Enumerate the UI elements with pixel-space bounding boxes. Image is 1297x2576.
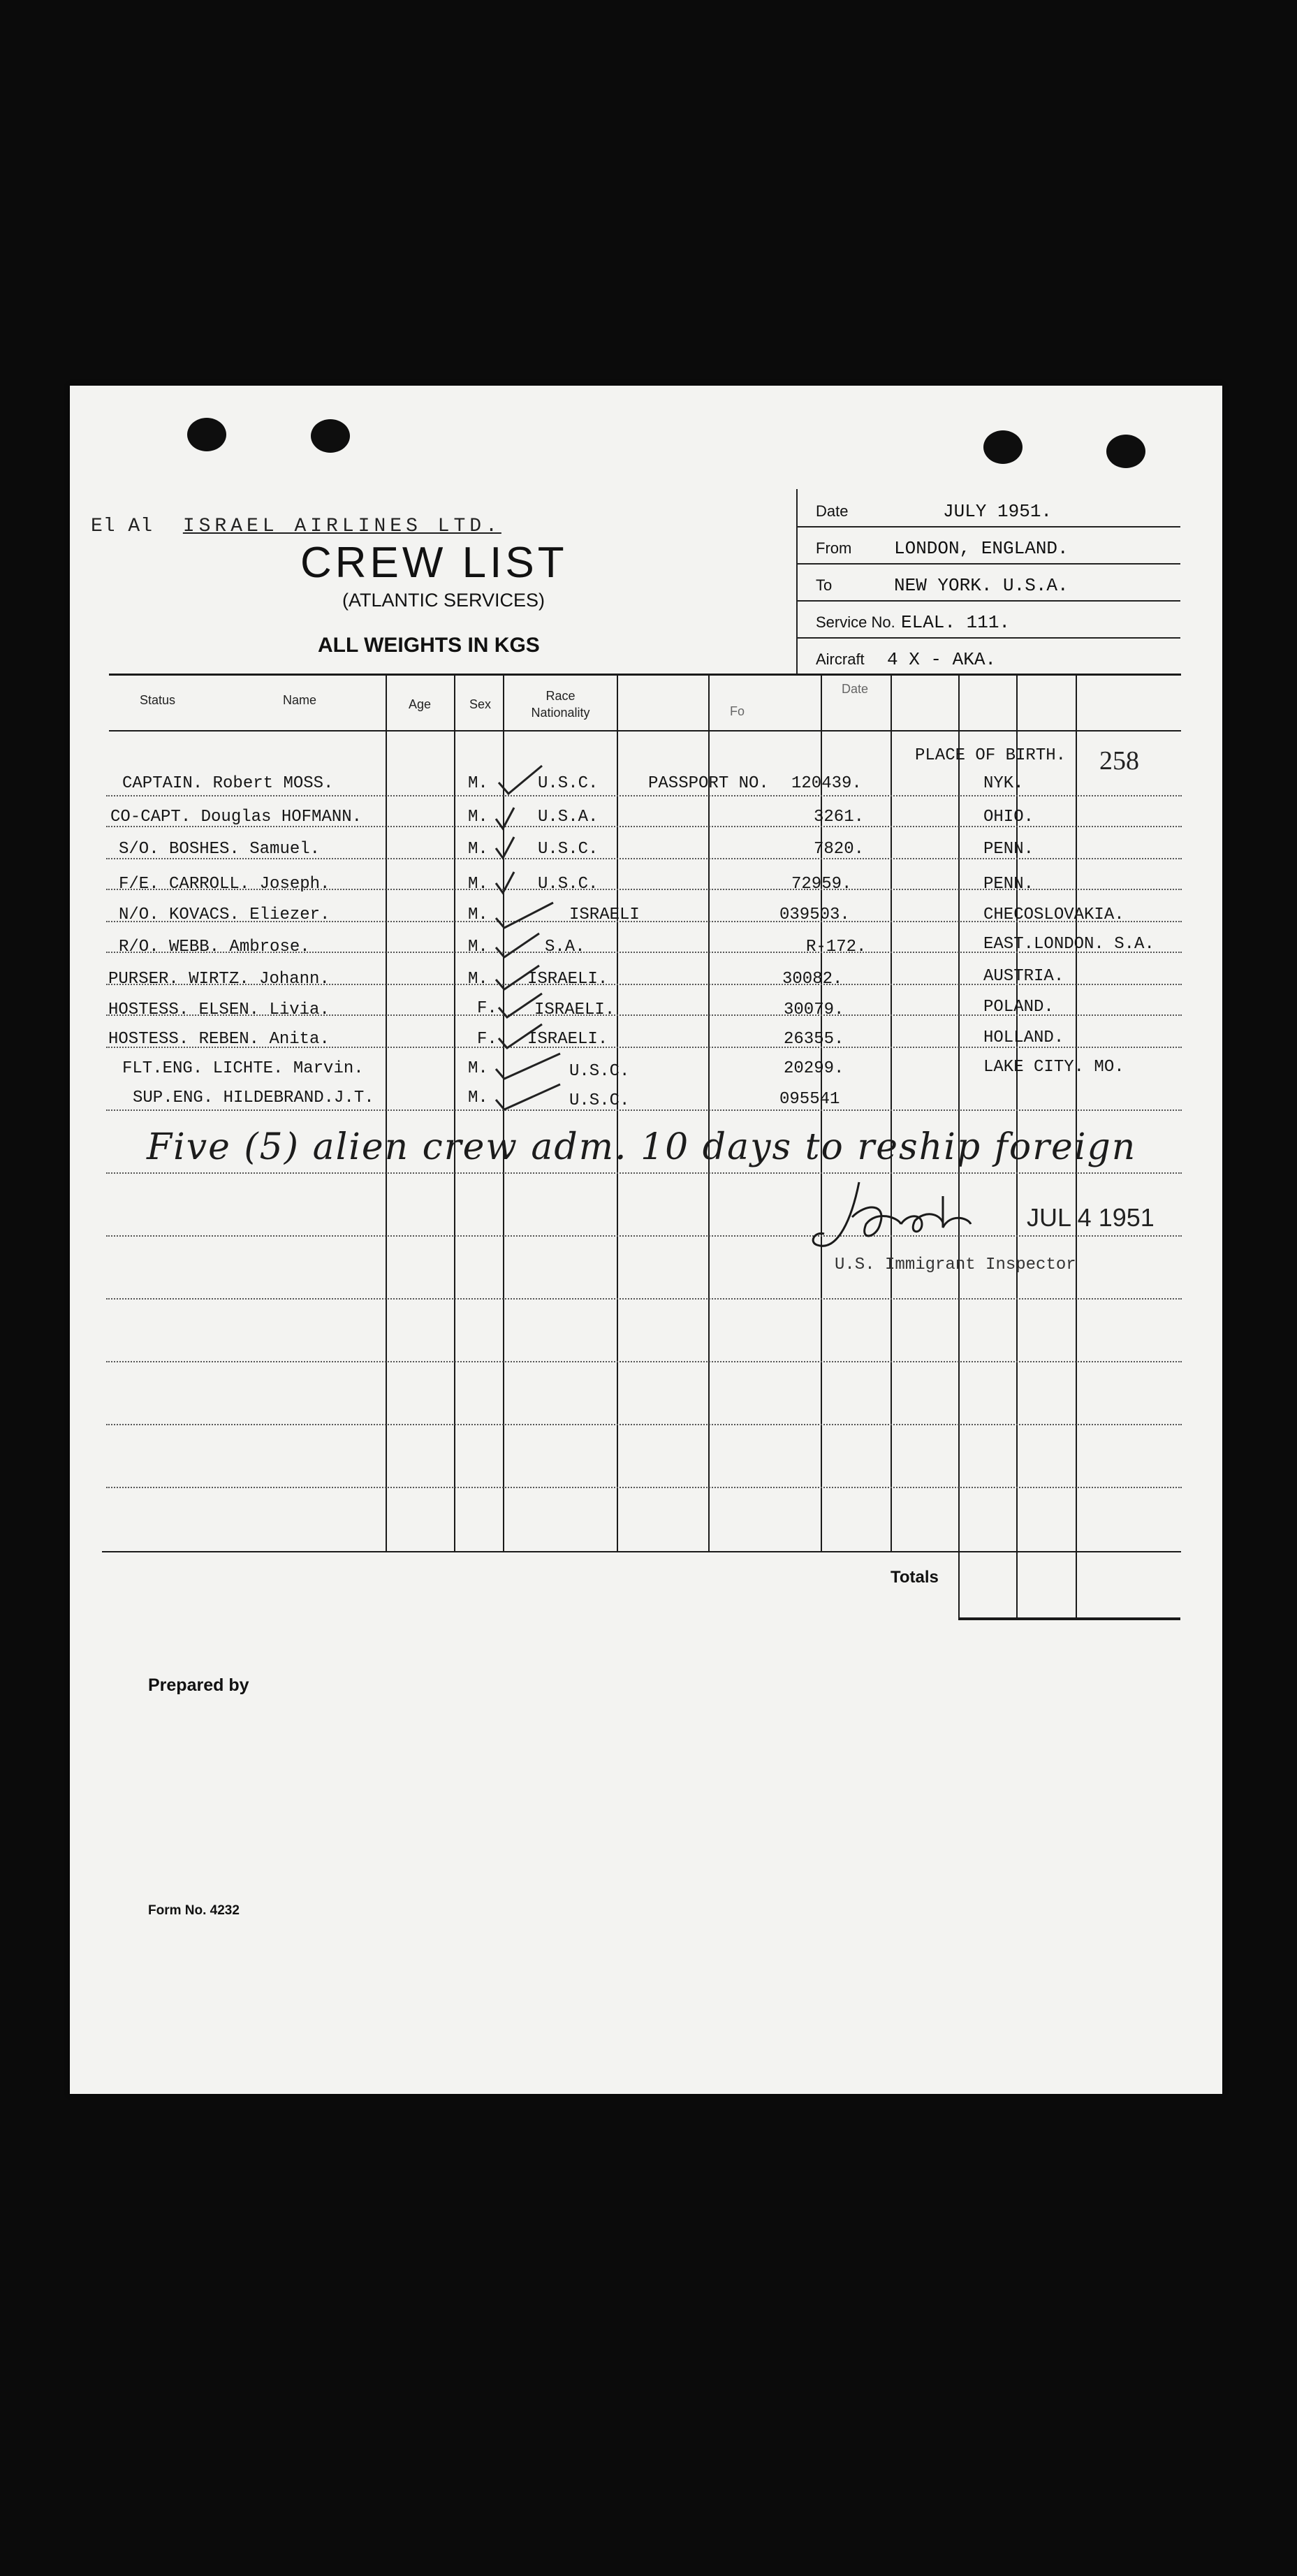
flight-info-to: To NEW YORK. U.S.A. bbox=[796, 563, 1180, 602]
crew-row-4-passport: 039503. bbox=[779, 905, 850, 924]
handwritten-admission-note: Five (5) alien crew adm. 10 days to reship foreign bbox=[147, 1126, 1137, 1168]
crew-row-5-birthplace: EAST.LONDON. S.A. bbox=[983, 935, 1155, 954]
crew-row-5-nationality: S.A. bbox=[545, 938, 585, 956]
crew-row-0-birthplace: NYK. bbox=[983, 774, 1024, 793]
crew-row-4-birthplace: CHECOSLOVAKIA. bbox=[983, 905, 1124, 924]
punch-hole bbox=[1106, 435, 1145, 468]
airline-code: El Al bbox=[91, 516, 154, 537]
crew-row-9-name: FLT.ENG. LICHTE. Marvin. bbox=[122, 1059, 364, 1078]
crew-row-8-sex: F. bbox=[477, 1030, 497, 1049]
crew-row-6-nationality: ISRAELI. bbox=[527, 970, 608, 989]
check-mark-icon bbox=[496, 991, 545, 1023]
column-header-status: Status bbox=[140, 693, 176, 707]
crew-row-6-passport: 30082. bbox=[782, 970, 843, 989]
crew-row-5-sex: M. bbox=[468, 938, 488, 956]
page-title: CREW LIST bbox=[300, 539, 568, 587]
crew-row-2-name: S/O. BOSHES. Samuel. bbox=[119, 840, 321, 859]
date-stamp: JUL 4 1951 bbox=[1027, 1203, 1155, 1232]
check-mark-icon bbox=[493, 805, 517, 833]
column-divider bbox=[617, 675, 618, 1552]
crew-row-7-nationality: ISRAELI. bbox=[534, 1000, 615, 1019]
airline-letterhead bbox=[91, 516, 501, 537]
crew-row-4-name: N/O. KOVACS. Eliezer. bbox=[119, 905, 330, 924]
crew-row-0-nationality: U.S.C. bbox=[538, 774, 599, 793]
crew-row-9-birthplace: LAKE CITY. MO. bbox=[983, 1058, 1124, 1077]
crew-row-2-nationality: U.S.C. bbox=[538, 840, 599, 859]
crew-row-5-passport: R-172. bbox=[806, 938, 867, 956]
punch-hole bbox=[187, 418, 226, 451]
table-top-rule bbox=[109, 674, 1181, 676]
crew-row-5-name: R/O. WEBB. Ambrose. bbox=[119, 938, 310, 956]
column-divider bbox=[708, 675, 710, 1552]
crew-row-7-passport: 30079. bbox=[784, 1000, 844, 1019]
check-mark-icon bbox=[493, 1051, 563, 1084]
crew-row-3-birthplace: PENN. bbox=[983, 875, 1034, 894]
crew-list-form bbox=[70, 386, 1222, 2094]
column-header-date: Date bbox=[842, 682, 869, 696]
check-mark-icon bbox=[493, 834, 517, 862]
check-mark-icon bbox=[493, 1082, 563, 1115]
crew-row-10-nationality: U.S.C. bbox=[569, 1091, 630, 1110]
table-header-rule bbox=[109, 730, 1181, 732]
crew-row-4-nationality: ISRAELI bbox=[569, 905, 640, 924]
crew-row-8-name: HOSTESS. REBEN. Anita. bbox=[108, 1030, 330, 1049]
crew-row-6-name: PURSER. WIRTZ. Johann. bbox=[108, 970, 330, 989]
crew-row-2-passport: 7820. bbox=[814, 840, 865, 859]
crew-row-10-name: SUP.ENG. HILDEBRAND.J.T. bbox=[133, 1089, 374, 1107]
crew-row-8-nationality: ISRAELI. bbox=[527, 1030, 608, 1049]
crew-row-3-passport: 72959. bbox=[791, 875, 852, 894]
punch-hole bbox=[311, 419, 350, 453]
airline-name: ISRAEL AIRLINES LTD. bbox=[182, 516, 501, 537]
crew-row-6-sex: M. bbox=[468, 970, 488, 989]
crew-row-9-passport: 20299. bbox=[784, 1059, 844, 1078]
page-subtitle: (ATLANTIC SERVICES) bbox=[342, 590, 545, 611]
column-header-fo: Fo bbox=[730, 704, 745, 718]
crew-row-9-sex: M. bbox=[468, 1059, 488, 1078]
inspector-title: U.S. Immigrant Inspector bbox=[835, 1256, 1076, 1274]
flight-info-box bbox=[796, 489, 1180, 674]
weights-note: ALL WEIGHTS IN KGS bbox=[318, 634, 540, 657]
column-header-sex: Sex bbox=[469, 697, 492, 711]
page-number: 258 bbox=[1099, 746, 1139, 776]
flight-info-date: Date JULY 1951. bbox=[796, 489, 1180, 527]
punch-hole bbox=[983, 430, 1023, 464]
crew-row-1-nationality: U.S.A. bbox=[538, 808, 599, 827]
crew-row-3-nationality: U.S.C. bbox=[538, 875, 599, 894]
check-mark-icon bbox=[493, 900, 556, 933]
check-mark-icon bbox=[493, 931, 542, 963]
place-of-birth-label: PLACE OF BIRTH. bbox=[915, 746, 1067, 765]
crew-row-1-birthplace: OHIO. bbox=[983, 808, 1034, 827]
flight-info-aircraft: Aircraft 4 X - AKA. bbox=[816, 649, 997, 670]
check-mark-icon bbox=[496, 763, 545, 798]
crew-row-7-name: HOSTESS. ELSEN. Livia. bbox=[108, 1000, 330, 1019]
column-header-age: Age bbox=[409, 697, 432, 711]
column-divider bbox=[454, 675, 455, 1552]
crew-row-6-birthplace: AUSTRIA. bbox=[983, 967, 1064, 986]
check-mark-icon bbox=[493, 869, 517, 897]
flight-info-from: From LONDON, ENGLAND. bbox=[796, 526, 1180, 565]
crew-row-0-name: CAPTAIN. Robert MOSS. bbox=[122, 774, 334, 793]
crew-row-8-passport: 26355. bbox=[784, 1030, 844, 1049]
crew-row-3-name: F/E. CARROLL. Joseph. bbox=[119, 875, 330, 894]
crew-row-8-birthplace: HOLLAND. bbox=[983, 1028, 1064, 1047]
check-mark-icon bbox=[496, 1021, 545, 1054]
crew-row-2-sex: M. bbox=[468, 840, 488, 859]
crew-row-9-nationality: U.S.C. bbox=[569, 1062, 630, 1081]
crew-row-7-birthplace: POLAND. bbox=[983, 998, 1054, 1017]
totals-label: Totals bbox=[891, 1568, 939, 1587]
column-divider bbox=[821, 675, 822, 1552]
crew-row-1-passport: 3261. bbox=[814, 808, 865, 827]
totals-rule bbox=[958, 1617, 1180, 1620]
crew-row-3-sex: M. bbox=[468, 875, 488, 894]
crew-row-7-sex: F. bbox=[477, 999, 497, 1018]
table-bottom-rule bbox=[102, 1551, 1181, 1552]
crew-row-0-sex: M. bbox=[468, 774, 488, 793]
passport-label: PASSPORT NO. bbox=[648, 774, 769, 793]
column-header-name: Name bbox=[283, 693, 317, 707]
prepared-by-label: Prepared by bbox=[148, 1675, 249, 1695]
crew-row-0-passport: 120439. bbox=[791, 774, 862, 793]
crew-row-2-birthplace: PENN. bbox=[983, 840, 1034, 859]
crew-row-1-name: CO-CAPT. Douglas HOFMANN. bbox=[110, 808, 362, 827]
form-number: Form No. 4232 bbox=[148, 1903, 240, 1918]
crew-row-1-sex: M. bbox=[468, 808, 488, 827]
column-divider bbox=[891, 675, 892, 1552]
crew-row-10-sex: M. bbox=[468, 1089, 488, 1107]
flight-info-service: Service No. ELAL. 111. bbox=[796, 600, 1180, 639]
column-divider bbox=[386, 675, 387, 1552]
crew-row-10-passport: 095541 bbox=[779, 1090, 840, 1109]
column-header-race-nationality: Race Nationality bbox=[531, 689, 590, 720]
crew-row-4-sex: M. bbox=[468, 905, 488, 924]
